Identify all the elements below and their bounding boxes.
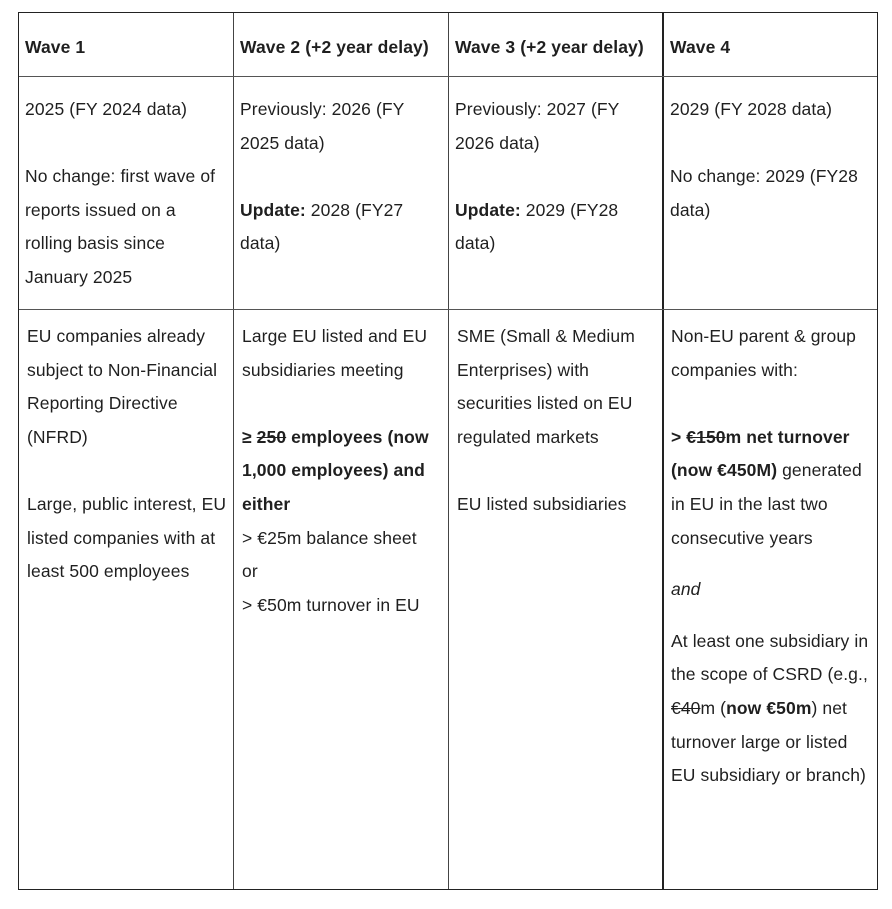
- wave1-scope-large: Large, public interest, EU listed companies with at least 500 employees: [27, 493, 227, 582]
- column-divider: [662, 13, 664, 889]
- wave2-scope-intro: Large EU listed and EU subsidiaries meeting: [242, 326, 428, 380]
- wave4-scope-intro: Non-EU parent & group companies with:: [671, 326, 856, 380]
- wave4-scope-turnover: > €150m net turnover (now €450M) generated in EU in the last two consecutive years: [671, 426, 862, 548]
- wave2-scope-employees: ≥ 250 employees (now 1,000 employees) and either: [242, 426, 429, 514]
- wave3-dates: [455, 93, 655, 261]
- wave-table: [18, 12, 878, 890]
- row-divider: [19, 309, 877, 310]
- wave1-date: 2025 (FY 2024 data): [25, 99, 188, 119]
- row-divider: [19, 76, 877, 77]
- wave2-update: Update: 2028 (FY27 data): [240, 199, 404, 254]
- wave4-scope: [671, 320, 871, 793]
- wave1-note: No change: first wave of reports issued on a rolling basis since January 2025: [25, 166, 216, 287]
- wave2-scope-condition-1: > €25m balance sheet: [242, 527, 417, 548]
- wave3-scope: [457, 320, 657, 522]
- wave4-dates: [670, 93, 870, 227]
- column-divider: [233, 13, 234, 889]
- wave2-scope: [242, 320, 442, 622]
- header-wave-2: Wave 2 (+2 year delay): [240, 37, 429, 57]
- wave2-dates: [240, 93, 440, 261]
- wave1-scope: [27, 320, 227, 589]
- wave4-scope-subsidiary: At least one subsidiary in the scope of CSRD (e.g., €40m (now €50m) net turnover large or listed EU subsidiary or branch): [671, 630, 869, 786]
- wave2-scope-condition-2: > €50m turnover in EU: [242, 594, 420, 615]
- wave4-note: No change: 2029 (FY28 data): [670, 166, 858, 220]
- wave2-scope-or: or: [242, 561, 258, 582]
- wave1-scope-nfrd: EU companies already subject to Non-Financial Reporting Directive (NFRD): [27, 326, 218, 447]
- header-wave-3: Wave 3 (+2 year delay): [455, 37, 644, 57]
- wave3-previous: Previously: 2027 (FY 2026 data): [455, 99, 620, 153]
- wave3-update: Update: 2029 (FY28 data): [455, 199, 619, 254]
- wave3-scope-sme: SME (Small & Medium Enterprises) with securities listed on EU regulated markets: [457, 326, 635, 447]
- wave2-previous: Previously: 2026 (FY 2025 data): [240, 99, 405, 153]
- wave3-scope-subsidiaries: EU listed subsidiaries: [457, 493, 627, 514]
- header-wave-4: Wave 4: [670, 37, 731, 57]
- column-divider: [448, 13, 449, 889]
- wave4-scope-and: and: [671, 579, 701, 600]
- wave1-dates: [25, 93, 225, 295]
- header-wave-1: Wave 1: [25, 37, 86, 57]
- wave4-date: 2029 (FY 2028 data): [670, 99, 833, 119]
